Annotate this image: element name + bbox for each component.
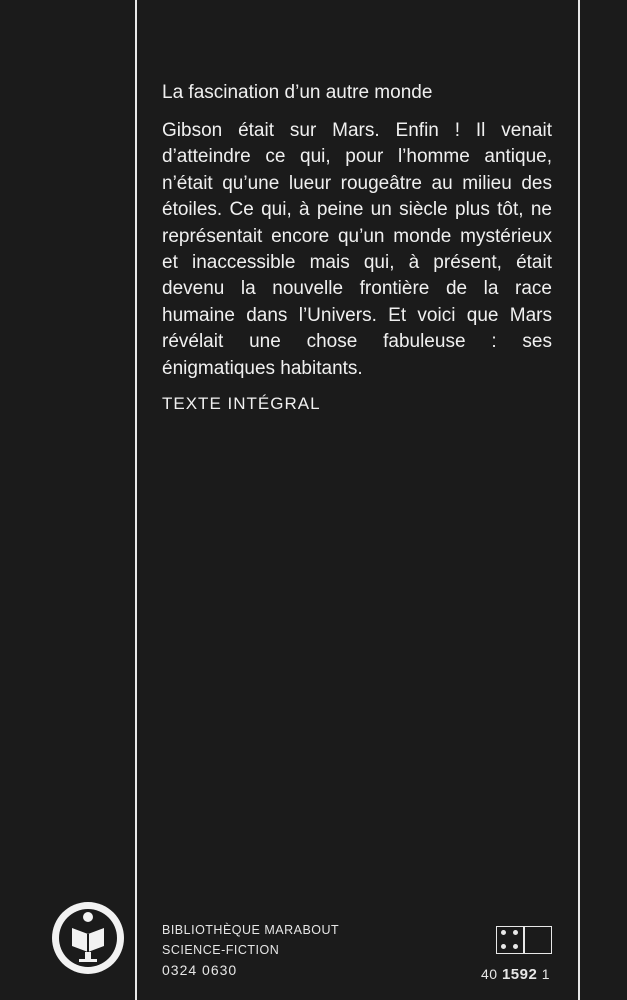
publisher-block xyxy=(162,920,339,980)
book-number-suffix: 1 xyxy=(541,966,551,982)
left-vertical-rule xyxy=(135,0,137,1000)
blurb: Gibson était sur Mars. Enfin ! Il venait d’atteindre ce qui, pour l’homme antique, n’était qu’une lueur rougeâtre au milieu des étoiles. Ce qui, à peine un siècle plus tôt, ne représentait encore qu’un monde mystérieux et inaccessible mais qui, à présent, était devenu la nouvelle frontière de la race humaine dans l’Univers. Et voici que Mars révélait une chose fabuleuse : ses énigmatiques habitants. xyxy=(162,120,552,379)
book-number-prefix: 40 xyxy=(481,966,498,982)
collection-line-2: SCIENCE-FICTION xyxy=(162,943,280,957)
book-number-main: 1592 xyxy=(501,966,538,983)
catalog-code: 0324 0630 xyxy=(162,962,238,978)
collection-line-1: BIBLIOTHÈQUE MARABOUT xyxy=(162,923,340,937)
edition-label: TEXTE INTÉGRAL xyxy=(162,394,321,414)
die-face-icon xyxy=(496,926,552,954)
book-number xyxy=(481,966,550,983)
back-cover-copy xyxy=(162,80,552,414)
marabout-book-logo-icon xyxy=(52,902,124,974)
right-vertical-rule xyxy=(578,0,580,1000)
subtitle: La fascination d’un autre monde xyxy=(162,82,433,103)
